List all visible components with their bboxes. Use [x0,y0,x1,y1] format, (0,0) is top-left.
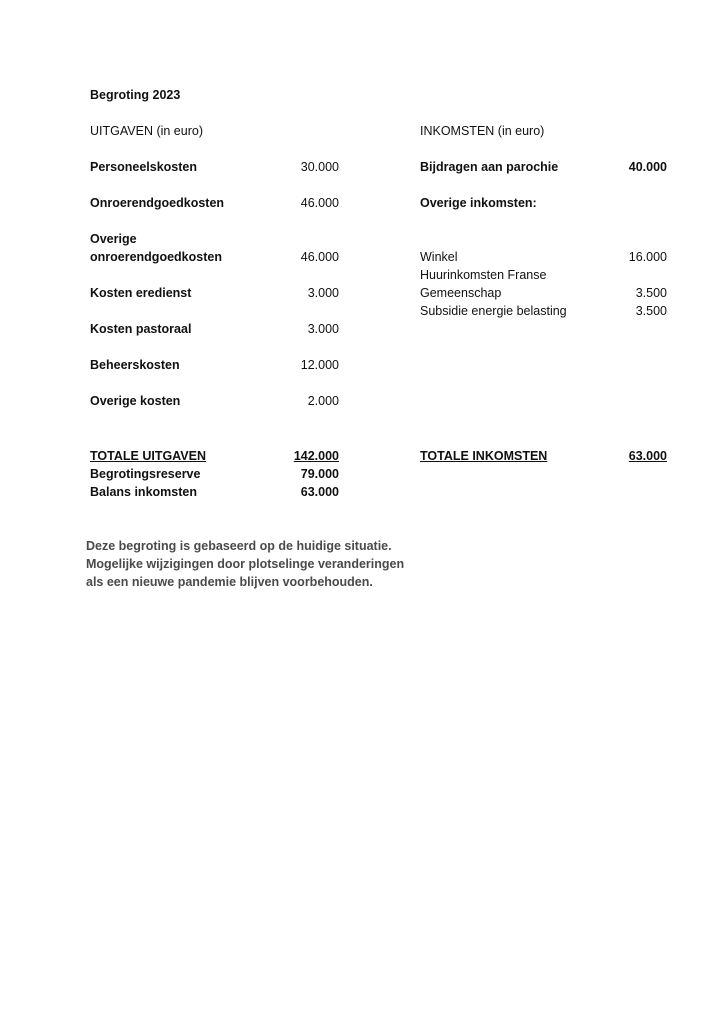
expense-value-kosten-pastoraal: 3.000 [307,322,339,336]
income-label-subsidie: Subsidie energie belasting [420,304,567,318]
expense-value-beheerskosten: 12.000 [300,358,339,372]
expense-value-overige-onroerendgoed: 46.000 [300,250,339,264]
budget-reserve-label: Begrotingsreserve [90,467,201,481]
total-income-label: TOTALE INKOMSTEN [420,449,548,463]
income-value-huurinkomsten: 3.500 [635,286,667,300]
expense-label-overige-onroerendgoed-line1: Overige [90,232,137,246]
expense-label-overige-onroerendgoed-line2: onroerendgoedkosten [90,250,222,264]
expense-value-overige-kosten: 2.000 [307,394,339,408]
expense-label-onroerendgoedkosten: Onroerendgoedkosten [90,196,225,210]
income-balance-value: 63.000 [300,485,339,499]
expense-label-kosten-eredienst: Kosten eredienst [90,286,192,300]
income-label-winkel: Winkel [420,250,458,264]
note-line-1: Deze begroting is gebaseerd op de huidige situatie. [86,539,392,553]
income-label-bijdragen: Bijdragen aan parochie [420,160,559,174]
total-income-value: 63.000 [628,449,667,463]
income-label-huurinkomsten-line1: Huurinkomsten Franse [420,268,547,282]
expense-value-personeelskosten: 30.000 [300,160,339,174]
income-value-subsidie: 3.500 [635,304,667,318]
total-expenses-value: 142.000 [293,449,339,463]
note-line-2: Mogelijke wijzigingen door plotselinge veranderingen [86,557,405,571]
income-balance-label: Balans inkomsten [90,485,197,499]
expense-value-onroerendgoedkosten: 46.000 [300,196,339,210]
total-expenses-label: TOTALE UITGAVEN [90,449,206,463]
expense-value-kosten-eredienst: 3.000 [307,286,339,300]
budget-reserve-value: 79.000 [300,467,339,481]
income-label-huurinkomsten-line2: Gemeenschap [420,286,502,300]
inkomsten-header: INKOMSTEN (in euro) [420,124,545,138]
budget-note [86,537,404,591]
expense-label-personeelskosten: Personeelskosten [90,160,197,174]
expense-label-kosten-pastoraal: Kosten pastoraal [90,322,192,336]
expense-label-beheerskosten: Beheerskosten [90,358,180,372]
uitgaven-header: UITGAVEN (in euro) [90,124,203,138]
document-title: Begroting 2023 [90,88,181,102]
other-income-heading: Overige inkomsten: [420,196,537,210]
income-value-bijdragen: 40.000 [628,160,667,174]
expense-label-overige-kosten: Overige kosten [90,394,181,408]
note-line-3: als een nieuwe pandemie blijven voorbehouden. [86,575,373,589]
income-value-winkel: 16.000 [628,250,667,264]
